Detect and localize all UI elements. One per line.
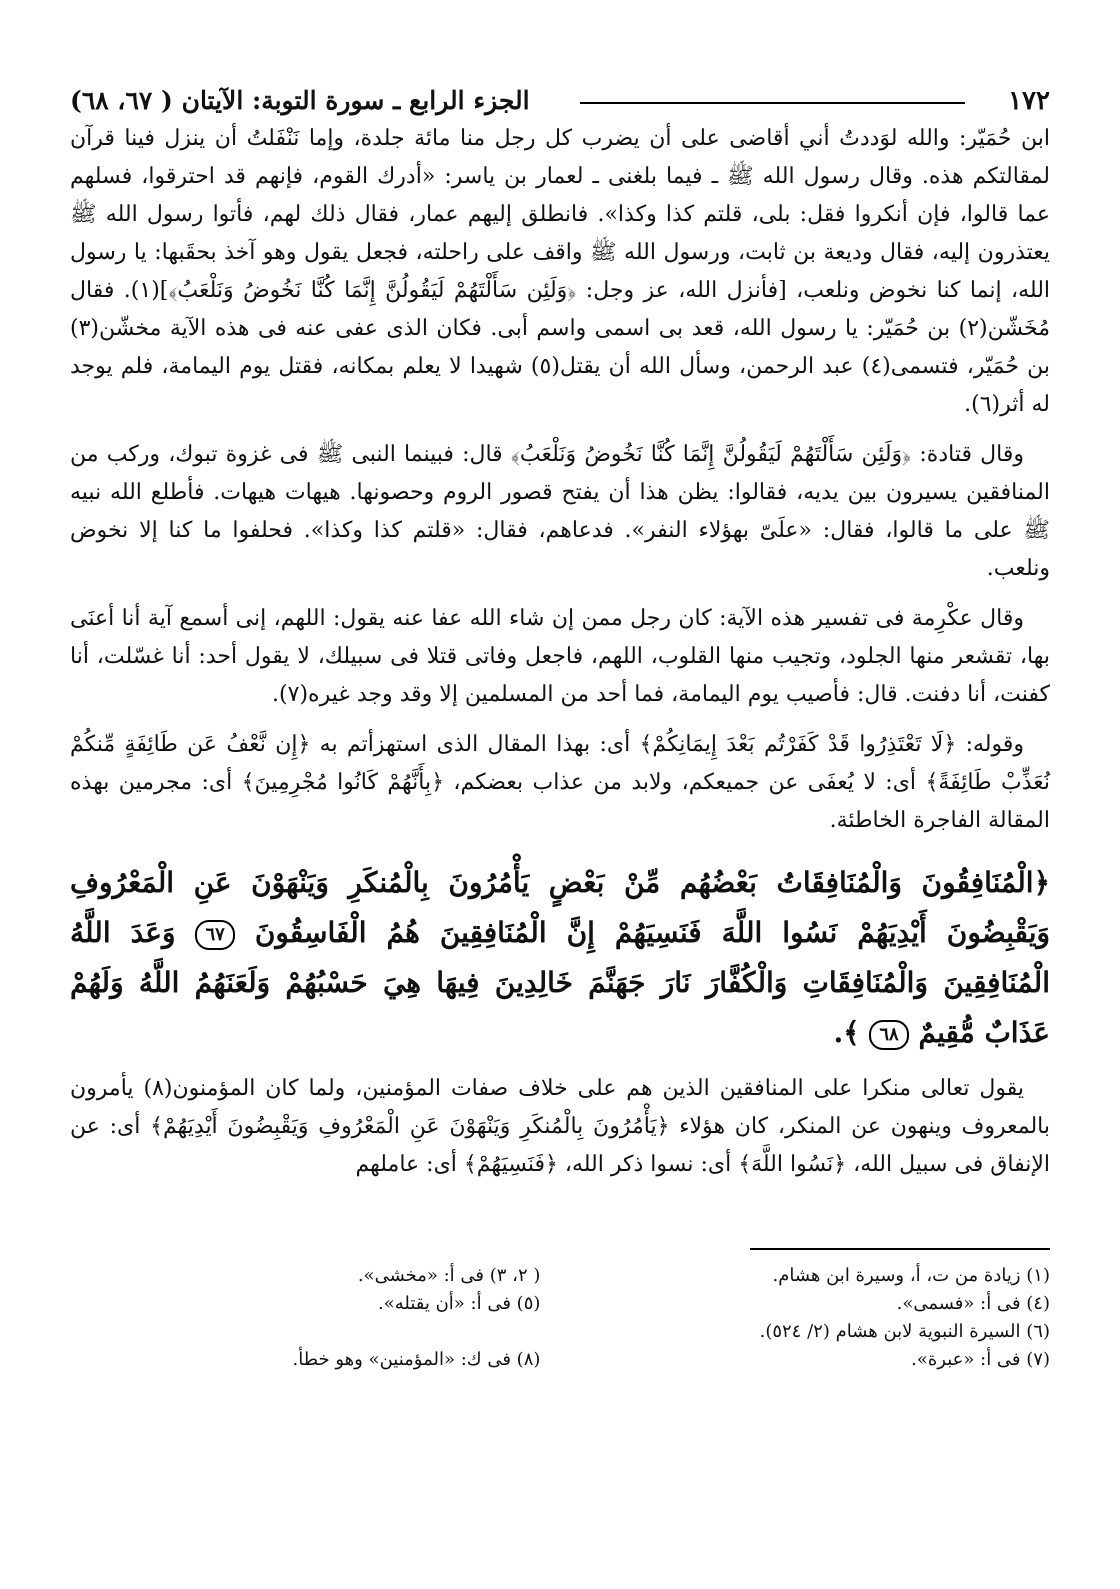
verse-68-text: وَعَدَ اللَّهُ الْمُنَافِقِينَ وَالْمُنَافِقَاتِ وَالْكُفَّارَ نَارَ جَهَنَّمَ خَالِدِينَ فِيهَا هِيَ حَسْبُهُمْ وَلَعَنَهُمُ اللَّهُ وَلَهُمْ عَذَابٌ مُّقِيمٌ (70, 916, 1050, 1049)
footnote (70, 1318, 540, 1346)
running-title: الجزء الرابع ـ سورة التوبة: الآيتان ( ٦٧، ٦٨) (70, 86, 530, 115)
footnote: (٤) فى أ: «فسمى». (896, 1293, 1050, 1314)
footnote: (٦) السيرة النبوية لابن هشام (٢/ ٥٢٤). (759, 1321, 1050, 1342)
footnote-rule (750, 1248, 1050, 1250)
verse-67-text: ﴿الْمُنَافِقُونَ وَالْمُنَافِقَاتُ بَعْضُهُم مِّنْ بَعْضٍ يَأْمُرُونَ بِالْمُنكَرِ وَيَنْهَوْنَ عَنِ الْمَعْرُوفِ وَيَقْبِضُونَ أَيْدِيَهُمْ نَسُوا اللَّهَ فَنَسِيَهُمْ إِنَّ الْمُنَافِقِينَ هُمُ الْفَاسِقُونَ (70, 866, 1051, 949)
tafsir-paragraph: يقول تعالى منكرا على المنافقين الذين هم على خلاف صفات المؤمنين، ولما كان المؤمنون(٨) يأمرون بالمعروف وينهون عن المنكر، كان هؤلاء ﴿يَأْمُرُونَ بِالْمُنكَرِ وَيَنْهَوْنَ عَنِ الْمَعْرُوفِ وَيَقْبِضُونَ أَيْدِيَهُمْ﴾ أى: عن الإنفاق فى سبيل الله، ﴿نَسُوا اللَّهَ﴾ أى: نسوا ذكر الله، ﴿فَنَسِيَهُمْ﴾ أى: عاملهم (70, 1076, 1050, 1177)
quran-verses (70, 858, 1050, 1058)
paragraph-3: وقال عكْرِمة فى تفسير هذه الآية: كان رجل ممن إن شاء الله عفا عنه يقول: اللهم، إنى أسمع آية أنا أعنَى بها، تقشعر منها الجلود، وتجيب منها القلوب، اللهم، فاجعل وفاتى قتلا فى سبيلك، لا يقول أحد: أنا غسّلت، أنا كفنت، أنا دفنت. قال: فأصيب يوم اليمامة، فما أحد من المسلمين إلا وقد وجد غيره(٧). (70, 606, 1050, 707)
paragraph-4: وقوله: ﴿لَا تَعْتَذِرُوا قَدْ كَفَرْتُم بَعْدَ إِيمَانِكُمْ﴾ أى: بهذا المقال الذى استهزأتم به ﴿إِن نَّعْفُ عَن طَائِفَةٍ مِّنكُمْ نُعَذِّبْ طَائِفَةً﴾ أى: لا يُعفَى عن جميعكم، ولابد من عذاب بعضكم، ﴿بِأَنَّهُمْ كَانُوا مُجْرِمِينَ﴾ أى: مجرمين بهذه المقالة الفاجرة الخاطئة. (70, 732, 1050, 833)
footnotes (70, 1262, 1050, 1374)
header-rule (580, 102, 965, 104)
verse-end: ﴾. (833, 1016, 860, 1049)
paragraph-1: ابن حُمَيّر: والله لوَددتُ أني أقاضى على أن يضرب كل رجل منا مائة جلدة، وإما نَنْفَلتُ أن ينزل فينا قرآن لمقالتكم هذه. وقال رسول الله ﷺ ـ فيما بلغنى ـ لعمار بن ياسر: «أدرك القوم، فإنهم قد احترقوا، فسلهم عما قالوا، فإن أنكروا فقل: بلى، قلتم كذا وكذا». فانطلق إليهم عمار، فقال ذلك لهم، فأتوا رسول الله ﷺ يعتذرون إليه، فقال وديعة بن ثابت، ورسول الله ﷺ واقف على راحلته، فجعل يقول وهو آخذ بحقَبها: يا رسول الله، إنما كنا نخوض ونلعب، [فأنزل الله، عز وجل: ﴿وَلَئِن سَأَلْتَهُمْ لَيَقُولُنَّ إِنَّمَا كُنَّا نَخُوضُ وَنَلْعَبُ﴾](١). فقال مُخَشّن(٢) بن حُمَيّر: يا رسول الله، قعد بى اسمى واسم أبى. فكان الذى عفى عنه فى هذه الآية مخشّن(٣) بن حُمَيّر، فتسمى(٤) عبد الرحمن، وسأل الله أن يقتل(٥) شهيدا لا يعلم بمكانه، فقتل يوم اليمامة، فلم يوجد له أثر(٦). (70, 126, 1051, 417)
footnote: (٥) فى أ: «أن يقتله». (377, 1293, 541, 1314)
footnote: (١) زيادة من ت، أ، وسيرة ابن هشام. (772, 1265, 1050, 1286)
footnote: ( ٢، ٣) فى أ: «مخشى». (357, 1265, 541, 1286)
page-number: ١٧٢ (1008, 86, 1050, 116)
aya-number-67: ٦٧ (195, 920, 234, 950)
aya-number-68: ٦٨ (869, 1020, 908, 1050)
page-header (70, 80, 1050, 120)
paragraph-2: وقال قتادة: ﴿وَلَئِن سَأَلْتَهُمْ لَيَقُولُنَّ إِنَّمَا كُنَّا نَخُوضُ وَنَلْعَبُ﴾ قال: فبينما النبى ﷺ فى غزوة تبوك، وركب من المنافقين يسيرون بين يديه، فقالوا: يظن هذا أن يفتح قصور الروم وحصونها. هيهات هيهات. فأطلع الله نبيه ﷺ على ما قالوا، فقال: «علَىّ بهؤلاء النفر». فدعاهم، فقال: «قلتم كذا وكذا». فحلفوا ما كنا إلا نخوض ونلعب. (70, 442, 1050, 581)
footnote: (٧) فى أ: «عبرة». (911, 1349, 1050, 1370)
footnote: (٨) فى ك: «المؤمنين» وهو خطأ. (292, 1349, 541, 1370)
